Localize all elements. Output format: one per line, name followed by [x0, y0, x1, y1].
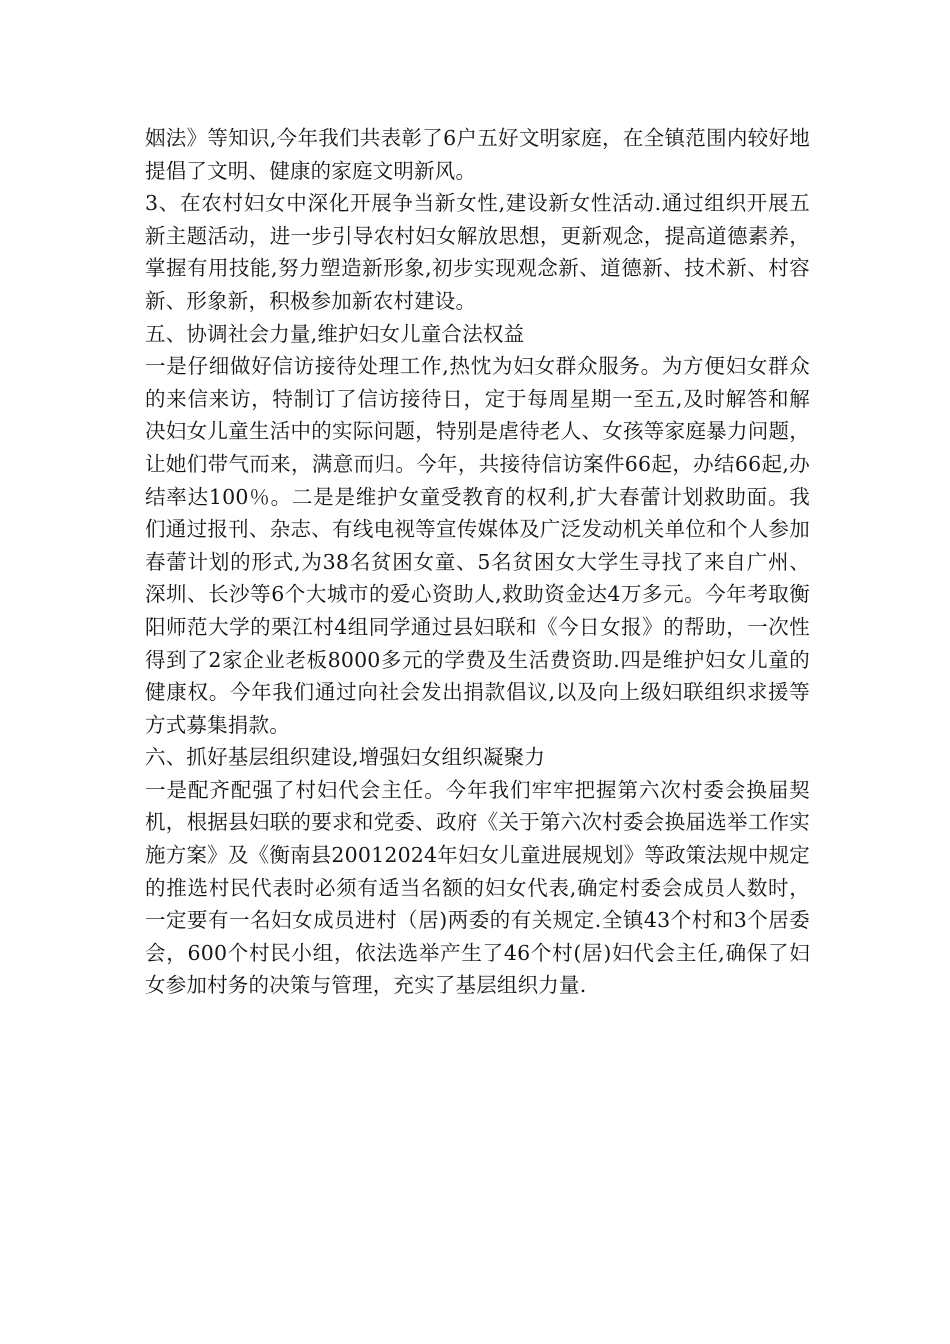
paragraph-marriage-law: 姻法》等知识,今年我们共表彰了6户五好文明家庭，在全镇范围内较好地提倡了文明、健康的家庭文明新风。 — [145, 126, 810, 183]
paragraph-petitions-and-rights: 一是仔细做好信访接待处理工作,热忱为妇女群众服务。为方便妇女群众的来信来访，特制订了信访接待日，定于每周星期一至五,及时解答和解决妇女儿童生活中的实际问题，特别是虐待老人、女孩等家庭暴力问题，让她们带气而来，满意而归。今年，共接待信访案件66起，办结66起,办结率达100％。二是是维护女童受教育的权利,扩大春蕾计划救助面。我们通过报刊、杂志、有线电视等宣传媒体及广泛发动机关单位和个人参加春蕾计划的形式,为38名贫困女童、5名贫困女大学生寻找了来自广州、深圳、长沙等6个大城市的爱心资助人,救助资金达4万多元。今年考取衡阳师范大学的栗江村4组同学通过县妇联和《今日女报》的帮助，一次性得到了2家企业老板8000多元的学费及生活费资助.四是维护妇女儿童的健康权。今年我们通过向社会发出捐款倡议,以及向上级妇联组织求援等方式募集捐款。 — [145, 354, 810, 737]
paragraph-grassroots-organization: 一是配齐配强了村妇代会主任。今年我们牢牢把握第六次村委会换届契机，根据县妇联的要求和党委、政府《关于第六次村委会换届选举工作实施方案》及《衡南县20012024年妇女儿童进展规划》等政策法规中规定的推选村民代表时必须有适当名额的妇女代表,确定村委会成员人数时，一定要有一名妇女成员进村（居)两委的有关规定.全镇43个村和3个居委会，600个村民小组，依法选举产生了46个村(居)妇代会主任,确保了妇女参加村务的决策与管理，充实了基层组织力量. — [145, 777, 810, 998]
section-heading-six: 六、抓好基层组织建设,增强妇女组织凝聚力 — [145, 745, 546, 770]
paragraph-new-women: 3、在农村妇女中深化开展争当新女性,建设新女性活动.通过组织开展五新主题活动，进一步引导农村妇女解放思想，更新观念，提高道德素养，掌握有用技能,努力塑造新形象,初步实现观念新、道德新、技术新、村容新、形象新，积极参加新农村建设。 — [145, 191, 810, 313]
section-heading-five: 五、协调社会力量,维护妇女儿童合法权益 — [145, 321, 525, 346]
document-page — [145, 122, 810, 1002]
